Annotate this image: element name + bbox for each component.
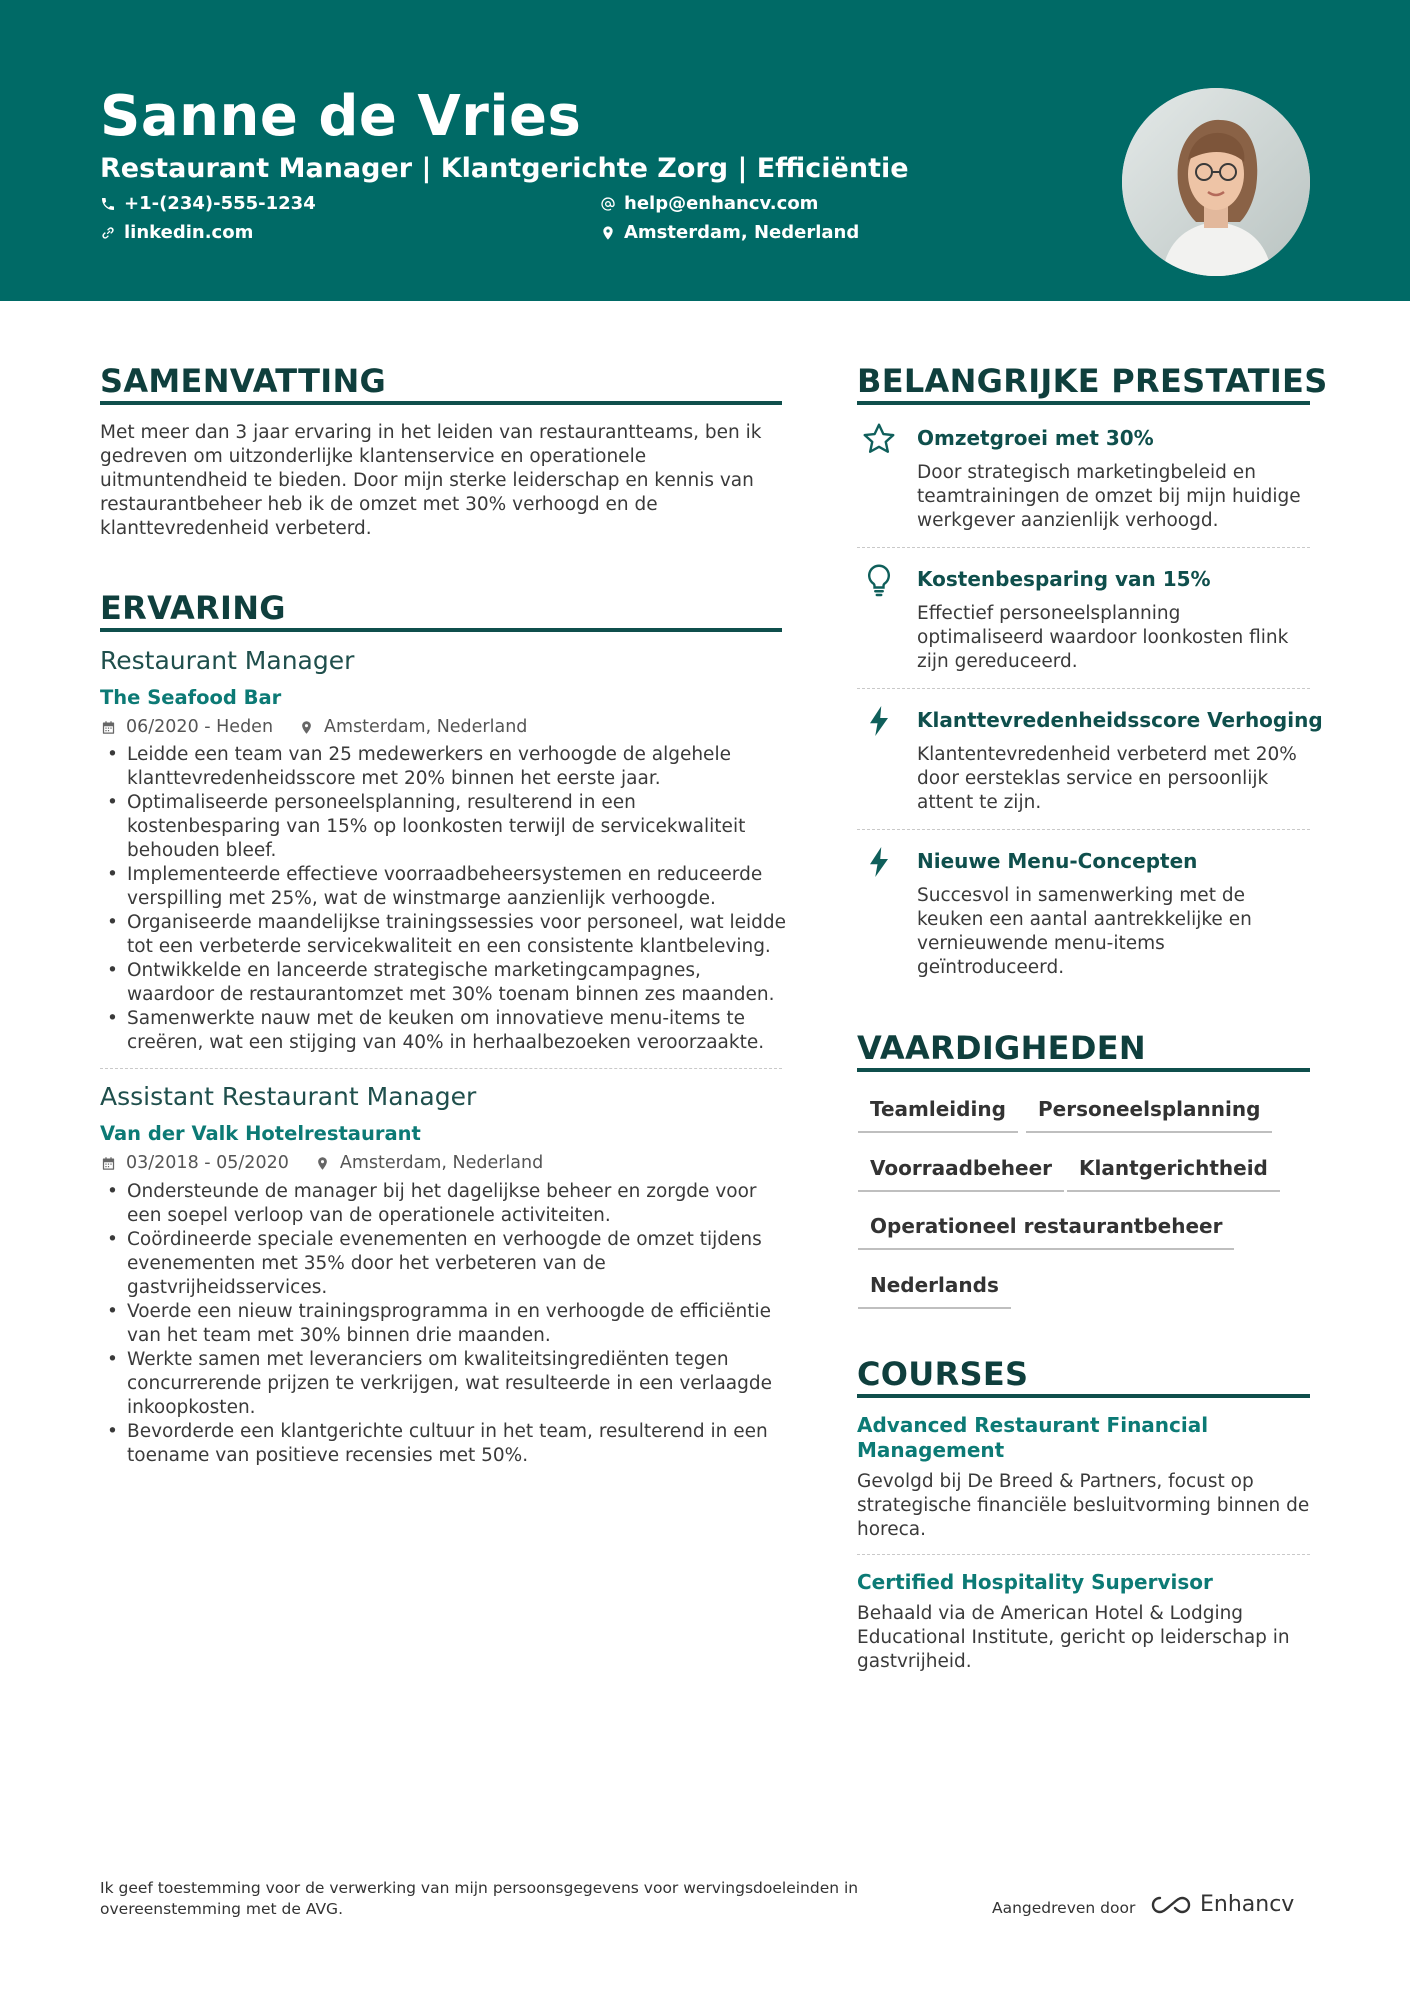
divider bbox=[857, 688, 1310, 689]
job-meta bbox=[101, 1153, 543, 1173]
achievement-title: Omzetgroei met 30% bbox=[917, 426, 1154, 450]
header bbox=[0, 0, 1410, 301]
consent-text: Ik geef toestemming voor de verwerking van mijn persoonsgegevens voor wervingsdoeleinden in overeenstemming met de AVG. bbox=[100, 1879, 859, 1918]
job-location: Amsterdam, Nederland bbox=[339, 1153, 544, 1173]
job-meta bbox=[101, 717, 527, 737]
job-title: Assistant Restaurant Manager bbox=[100, 1082, 477, 1111]
lightning-icon bbox=[861, 703, 897, 739]
profile-photo bbox=[1122, 88, 1310, 276]
divider bbox=[857, 1554, 1310, 1555]
achievement-text: Effectief personeelsplanning optimaliseerd waardoor loonkosten flink zijn gereduceerd. bbox=[917, 603, 1289, 672]
divider bbox=[857, 547, 1310, 548]
courses-heading: COURSES bbox=[857, 1355, 1029, 1393]
achievement-text: Klantentevredenheid verbeterd met 20% door eersteklas service en persoonlijk attent te zijn. bbox=[917, 744, 1297, 813]
achievement-title: Nieuwe Menu-Concepten bbox=[917, 849, 1198, 873]
brand-logo[interactable] bbox=[1148, 1892, 1294, 1917]
skill-tag: Teamleiding bbox=[858, 1097, 1018, 1133]
skill-tag: Operationeel restaurantbeheer bbox=[858, 1214, 1234, 1250]
summary-text: Met meer dan 3 jaar ervaring in het leiden van restaurantteams, ben ik gedreven om uitzonderlijke klantenservice en operationele uitmuntendheid te bieden. Door mijn sterke leiderschap en kennis van restaurantbeheer heb ik de omzet met 30% verhoogd en de klanttevredenheid verbeterd. bbox=[100, 422, 762, 539]
skill-tag: Nederlands bbox=[858, 1273, 1011, 1309]
experience-heading: ERVARING bbox=[100, 589, 286, 627]
job-location: Amsterdam, Nederland bbox=[324, 717, 528, 737]
job-bullets bbox=[100, 1180, 790, 1468]
contact-linkedin[interactable] bbox=[100, 222, 253, 243]
achievement-title: Kostenbesparing van 15% bbox=[917, 567, 1211, 591]
list-item: • Bevorderde een klantgerichte cultuur in het team, resulterend in een toename van positieve recensies met 50%. bbox=[100, 1420, 790, 1468]
course-title: Advanced Restaurant Financial Management bbox=[857, 1413, 1209, 1462]
course-text: Behaald via de American Hotel & Lodging Educational Institute, gericht op leiderschap in gastvrijheid. bbox=[857, 1603, 1290, 1672]
contact-phone[interactable] bbox=[100, 193, 316, 214]
linkedin-text: linkedin.com bbox=[124, 222, 254, 243]
link-icon bbox=[100, 225, 116, 241]
star-icon bbox=[861, 421, 897, 457]
experience-rule bbox=[100, 628, 782, 632]
avatar bbox=[1122, 88, 1310, 276]
skills-rule bbox=[857, 1068, 1310, 1072]
email-text: help@enhancv.com bbox=[624, 193, 819, 214]
list-item: • Coördineerde speciale evenementen en verhoogde de omzet tijdens evenementen met 35% door het verbeteren van de gastvrijheidsservices. bbox=[100, 1228, 790, 1300]
company-name: The Seafood Bar bbox=[100, 686, 282, 709]
skills-heading: VAARDIGHEDEN bbox=[857, 1029, 1146, 1067]
job-bullets bbox=[100, 743, 790, 1055]
phone-icon bbox=[100, 196, 116, 212]
achievements-rule bbox=[857, 401, 1310, 405]
powered-by-label: Aangedreven door bbox=[992, 1899, 1136, 1917]
achievement-text: Succesvol in samenwerking met de keuken een aantal aantrekkelijke en vernieuwende menu-items geïntroduceerd. bbox=[917, 885, 1252, 978]
infinity-logo-icon bbox=[1148, 1893, 1194, 1917]
skill-tag: Personeelsplanning bbox=[1026, 1097, 1272, 1133]
phone-text: +1-(234)-555-1234 bbox=[124, 193, 316, 214]
divider bbox=[100, 1068, 782, 1069]
calendar-icon bbox=[101, 720, 116, 735]
job-dates: 06/2020 - Heden bbox=[126, 717, 274, 737]
list-item: • Voerde een nieuw trainingsprogramma in en verhoogde de efficiëntie van het team met 30% binnen drie maanden. bbox=[100, 1300, 790, 1348]
achievement-text: Door strategisch marketingbeleid en teamtrainingen de omzet bij mijn huidige werkgever aanzienlijk verhoogd. bbox=[917, 462, 1301, 531]
location-pin-icon bbox=[299, 720, 314, 735]
contact-email[interactable] bbox=[600, 193, 818, 214]
lightning-icon bbox=[861, 844, 897, 880]
list-item: • Leidde een team van 25 medewerkers en verhoogde de algehele klanttevredenheidsscore met 20% binnen het eerste jaar. bbox=[100, 743, 790, 791]
course-text: Gevolgd bij De Breed & Partners, focust op strategische financiële besluitvorming binnen de horeca. bbox=[857, 1471, 1310, 1540]
job-title: Restaurant Manager bbox=[100, 646, 355, 675]
brand-name: Enhancv bbox=[1200, 1892, 1295, 1917]
list-item: • Optimaliseerde personeelsplanning, resulterend in een kostenbesparing van 15% op loonkosten terwijl de servicekwaliteit behouden bleef. bbox=[100, 791, 790, 863]
skill-tag: Voorraadbeheer bbox=[858, 1156, 1064, 1192]
course-title: Certified Hospitality Supervisor bbox=[857, 1570, 1213, 1594]
location-text: Amsterdam, Nederland bbox=[624, 222, 860, 243]
achievements-heading: BELANGRIJKE PRESTATIES bbox=[857, 362, 1328, 400]
lightbulb-icon bbox=[861, 562, 897, 598]
list-item: • Samenwerkte nauw met de keuken om innovatieve menu-items te creëren, wat een stijging van 40% in herhaalbezoeken veroorzaakte. bbox=[100, 1007, 790, 1055]
summary-heading: SAMENVATTING bbox=[100, 362, 387, 400]
job-dates: 03/2018 - 05/2020 bbox=[126, 1153, 289, 1173]
calendar-icon bbox=[101, 1156, 116, 1171]
at-icon bbox=[600, 196, 616, 212]
candidate-name: Sanne de Vries bbox=[100, 84, 582, 149]
summary-rule bbox=[100, 401, 782, 405]
location-pin-icon bbox=[315, 1156, 330, 1171]
company-name: Van der Valk Hotelrestaurant bbox=[100, 1122, 421, 1145]
courses-rule bbox=[857, 1394, 1310, 1398]
list-item: • Werkte samen met leveranciers om kwaliteitsingrediënten tegen concurrerende prijzen te verkrijgen, wat resulteerde in een verlaagde inkoopkosten. bbox=[100, 1348, 790, 1420]
contact-location bbox=[600, 222, 859, 243]
candidate-subtitle: Restaurant Manager | Klantgerichte Zorg | Efficiëntie bbox=[100, 153, 909, 184]
skill-tag: Klantgerichtheid bbox=[1067, 1156, 1280, 1192]
list-item: • Organiseerde maandelijkse trainingssessies voor personeel, wat leidde tot een verbeterde servicekwaliteit en een consistente klantbeleving. bbox=[100, 911, 790, 959]
list-item: • Implementeerde effectieve voorraadbeheersystemen en reduceerde verspilling met 25%, wat de winstmarge aanzienlijk verhoogde. bbox=[100, 863, 790, 911]
location-pin-icon bbox=[600, 225, 616, 241]
achievement-title: Klanttevredenheidsscore Verhoging bbox=[917, 708, 1323, 732]
list-item: • Ondersteunde de manager bij het dagelijkse beheer en zorgde voor een soepel verloop van de operationele activiteiten. bbox=[100, 1180, 790, 1228]
divider bbox=[857, 829, 1310, 830]
list-item: • Ontwikkelde en lanceerde strategische marketingcampagnes, waardoor de restaurantomzet met 30% toenam binnen zes maanden. bbox=[100, 959, 790, 1007]
